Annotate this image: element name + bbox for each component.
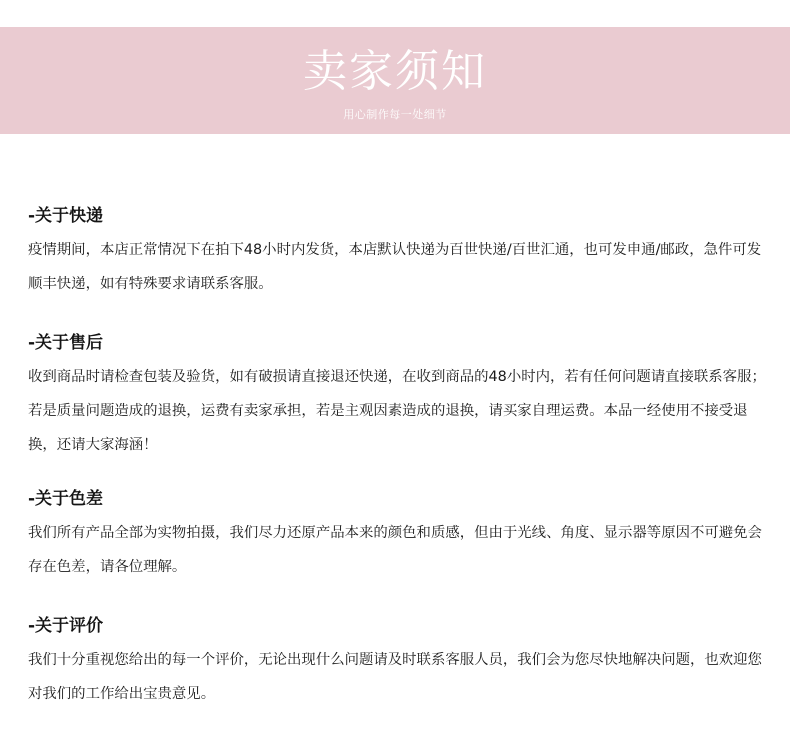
section-after-sales xyxy=(28,332,768,462)
section-body: 疫情期间，本店正常情况下在拍下48小时内发货，本店默认快递为百世快递/百世汇通，也可发申通/邮政，急件可发顺丰快递，如有特殊要求请联系客服。 xyxy=(28,242,762,292)
section-body: 我们十分重视您给出的每一个评价，无论出现什么问题请及时联系客服人员，我们会为您尽快地解决问题，也欢迎您对我们的工作给出宝贵意见。 xyxy=(28,652,762,702)
section-heading: -关于评价 xyxy=(28,616,104,636)
header-banner xyxy=(0,27,790,134)
section-color-difference xyxy=(28,488,768,584)
section-heading: -关于售后 xyxy=(28,333,104,353)
section-body: 我们所有产品全部为实物拍摄，我们尽力还原产品本来的颜色和质感，但由于光线、角度、显示器等原因不可避免会存在色差，请各位理解。 xyxy=(28,525,762,575)
section-reviews xyxy=(28,615,768,711)
section-heading: -关于快递 xyxy=(28,206,104,226)
banner-title: 卖家须知 xyxy=(303,46,487,97)
section-body: 收到商品时请检查包装及验货，如有破损请直接退还快递，在收到商品的48小时内，若有任何问题请直接联系客服；若是质量问题造成的退换，运费有卖家承担，若是主观因素造成的退换，请买家自理运费。本品一经使用不接受退换，还请大家海涵！ xyxy=(28,369,766,453)
section-heading: -关于色差 xyxy=(28,489,104,509)
section-shipping xyxy=(28,205,768,301)
banner-subtitle: 用心制作每一处细节 xyxy=(343,108,447,121)
